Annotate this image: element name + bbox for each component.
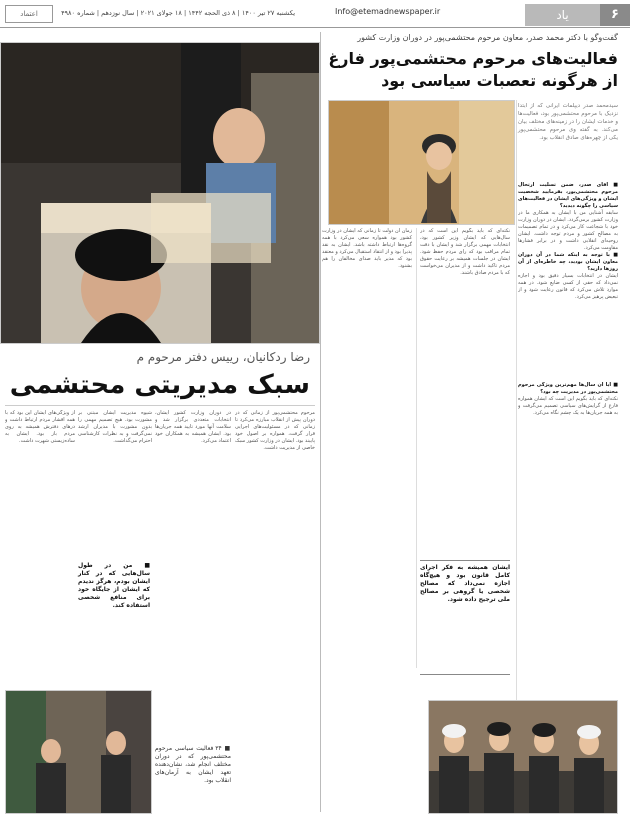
question-3: ■ آیا آن سال‌ها مهم‌ترین ویژگی مرحوم محتشمی‌پور در مدیریت چه بود؟ xyxy=(518,382,618,395)
answer-1: سابقه آشنایی من با ایشان به همکاری ما در وزارت کشور برمی‌گردد. ایشان در دوران وزارت خود با شجاعت کار می‌کرد و در تمام تصمیمات به مصالح کشور و مردم توجه داشت. ایشان روحیه‌ای انقلابی داشت و در برابر فشارها مقاومت می‌کرد. xyxy=(518,210,618,251)
article1-kicker: گفت‌وگو با دکتر محمد صدر، معاون مرحوم محتشمی‌پور در دوران وزارت کشور xyxy=(357,33,618,42)
article2-caption: ■ ۳۴ فعالیت سیاسی مرحوم محتشمی‌پور که در دوران مختلف انجام شد، نشان‌دهنده تعهد ایشان به آرمان‌های انقلاب بود. xyxy=(155,745,231,784)
group-photo xyxy=(428,700,618,814)
newspaper-logo: اعتماد xyxy=(5,5,53,23)
article2-col-4: از ویژگی‌های ایشان این بود که با همه اقشار مردم ارتباط داشت و درهای دفترش همیشه به روی مردم باز بود. ایشان به ساده‌زیستی شهرت داشت. xyxy=(5,410,75,444)
article2-subtitle: رضا ردکانیان، رییس دفتر مرحوم م xyxy=(136,350,310,364)
email-address[interactable]: Info@etemadnewspaper.ir xyxy=(335,7,441,16)
article2-photo-meeting xyxy=(5,690,152,814)
answer-3: نکته‌ای که باید بگویم این است که ایشان همواره فارغ از گرایش‌های سیاسی تصمیم می‌گرفت و به همه جریان‌ها به یک چشم نگاه می‌کرد. xyxy=(518,396,618,416)
page-gutter xyxy=(320,32,321,812)
column-divider xyxy=(516,100,517,790)
article2-quote: ■ من در طول سال‌هایی که در کنار ایشان بودم، هرگز ندیدم که ایشان از جایگاه خود برای منافع شخصی استفاده کند. xyxy=(78,562,150,609)
header-rule xyxy=(0,27,630,28)
meeting-photo-illustration xyxy=(6,691,151,813)
section-label: یاد xyxy=(525,4,600,26)
question-1: ■ آقای صدر، ضمن تسلیت ارتحال مرحوم محتشمی‌پور، بفرمایید شخصیت ایشان و ویژگی‌های ایشان در فعالیت‌های سیاسی را چگونه دیدید؟ xyxy=(518,182,618,209)
article2-col-2: در دوران وزارت کشور ایشان، انتخابات متعددی برگزار شد و سلامت آنها مورد تایید همه جریان‌ها بود. ایشان همیشه به همکاران خود اعتماد می‌کرد. xyxy=(155,410,231,444)
article2-headline: سبک مدیریتی محتشمی xyxy=(9,370,310,400)
article2-col-1: مرحوم محتشمی‌پور از زمانی که در دوران پیش از انقلاب مبارزه می‌کرد تا زمانی که در مسئولیت‌های اجرایی قرار گرفت، همواره بر اصول خود پایبند بود. ایشان در وزارت کشور سبک خاصی از مدیریت داشت. xyxy=(235,410,315,451)
column-divider xyxy=(416,228,417,668)
article1-headline: فعالیت‌های مرحوم محتشمی‌پور فارغ از هرگونه تعصبات سیاسی بود xyxy=(328,49,618,90)
left-column-text: زمان آن دولت تا زمانی که ایشان در وزارت کشور بود همواره سعی می‌کرد با همه گروه‌ها ارتباط داشته باشد. ایشان به نقد پذیرا بود و از انتقاد استقبال می‌کرد و معتقد بود که مدیر باید صدای مخالفان را هم بشنود. xyxy=(322,228,412,269)
question-2: ■ با توجه به اینکه شما در آن دوران معاون ایشان بودید، چه خاطره‌ای از آن روزها دارید؟ xyxy=(518,252,618,272)
mourning-photo-illustration xyxy=(1,43,319,343)
group-photo-illustration xyxy=(429,701,617,813)
page-number: ۶ xyxy=(600,4,630,26)
article2-col-3: شیوه مدیریت ایشان مبتنی بر مشورت بود. هیچ تصمیم مهمی را بدون مشورت با مدیران ارشد نمی‌گرفت و به نظرات کارشناسی احترام می‌گذاشت. xyxy=(78,410,152,444)
middle-column-text: نکته‌ای که باید بگویم این است که در سال‌هایی که ایشان وزیر کشور بود، انتخابات مهمی برگزار شد و ایشان با دقت تمام مراقب بود که رای مردم حفظ شود. ایشان در جلسات همیشه بر رعایت حقوق مردم تاکید داشت و از مدیران می‌خواست که با مردم صادق باشند. xyxy=(420,228,510,276)
article2-main-photo xyxy=(0,42,320,344)
answer-2: ایشان در انتخابات بسیار دقیق بود و اجازه نمی‌داد که حقی از کسی ضایع شود. در همه موارد تلاش می‌کرد که قانون رعایت شود و از تبعیض پرهیز می‌کرد. xyxy=(518,273,618,300)
highlight-quote: ایشان همیشه به فکر اجرای کامل قانون بود و هیچ‌گاه اجازه نمی‌داد که مصالح شخصی یا گروهی بر مصالح ملی ترجیح داده شود. xyxy=(420,560,510,675)
article1-photo xyxy=(328,100,515,225)
dateline: یکشنبه ۲۷ تیر ۱۴۰۰ | ۸ ذی الحجه ۱۴۴۲ | ۱۸ جولای ۲۰۲۱ | سال نوزدهم | شماره ۴۹۸۰ xyxy=(61,9,295,17)
headline-rule xyxy=(5,405,315,406)
portrait-illustration xyxy=(329,101,514,224)
article1-col-middle xyxy=(420,228,510,553)
article1-lead: سیدمحمد صدر دیپلمات ایرانی که از ابتدا نزدیک با مرحوم محتشمی‌پور بود، فعالیت‌ها و خدمات ایشان را در زمینه‌های مختلف بیان می‌کند. به گفته وی مرحوم محتشمی‌پور یکی از چهره‌های صادق انقلاب بود. xyxy=(518,103,618,141)
article1-col-right xyxy=(518,182,618,377)
article1-col-left xyxy=(322,228,412,668)
